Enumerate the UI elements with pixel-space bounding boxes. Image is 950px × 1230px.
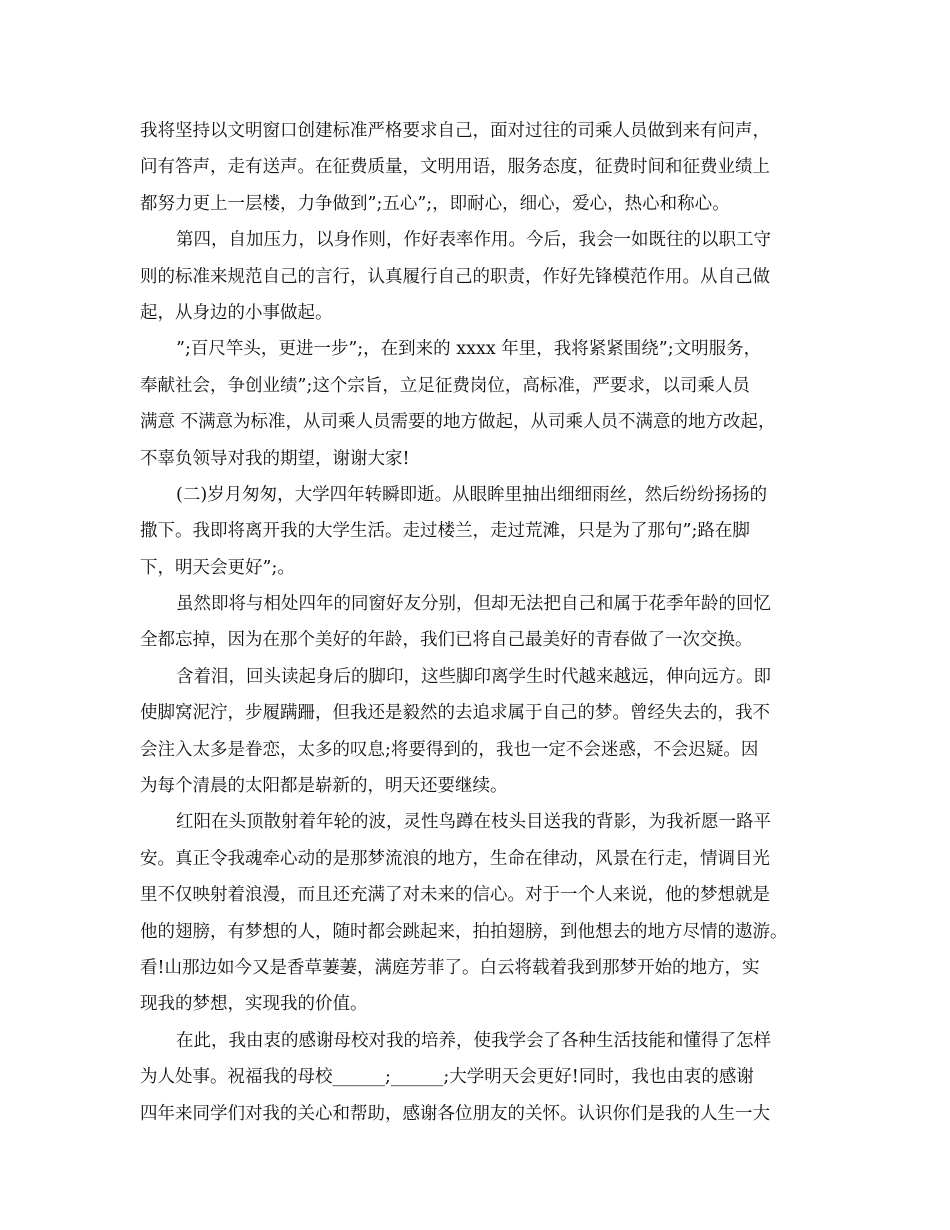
text-line: 下，明天会更好”;。	[140, 557, 295, 578]
paragraph-first-line: 含着泪，回头读起身后的脚印，这些脚印离学生时代越来越远，伸向远方。即	[176, 666, 771, 687]
paragraph-first-line: 第四，自加压力，以身作则，作好表率作用。今后，我会一如既往的以职工守	[176, 230, 771, 251]
text-line: 看!山那边如今又是香草萋萋，满庭芳菲了。白云将载着我到那梦开始的地方，实	[140, 957, 760, 978]
text-line: 满意 不满意为标准，从司乘人员需要的地方做起，从司乘人员不满意的地方改起，	[140, 412, 776, 433]
text-line: 为人处事。祝福我的母校______;______;大学明天会更好!同时，我也由衷的感谢	[140, 1067, 754, 1088]
text-line: 会注入太多是眷恋，太多的叹息;将要得到的，我也一定不会迷惑，不会迟疑。因	[140, 739, 759, 760]
text-line: 我将坚持以文明窗口创建标准严格要求自己，面对过往的司乘人员做到来有问声，	[140, 121, 770, 141]
text-line: 现我的梦想，实现我的价值。	[140, 994, 368, 1015]
text-line: 奉献社会，争创业绩”;这个宗旨，立足征费岗位，高标准，严要求，以司乘人员	[140, 375, 750, 396]
text-line: 为每个清晨的太阳都是崭新的，明天还要继续。	[140, 776, 508, 797]
text-line: 他的翅膀，有梦想的人，随时都会跳起来，拍拍翅膀，到他想去的地方尽情的遨游。	[140, 921, 788, 942]
text-line: 不辜负领导对我的期望，谢谢大家!	[140, 448, 410, 469]
text-line: 里不仅映射着浪漫，而且还充满了对未来的信心。对于一个人来说，他的梦想就是	[140, 885, 770, 906]
text-line: 安。真正令我魂牵心动的是那梦流浪的地方，生命在律动，风景在行走，情调目光	[140, 848, 770, 869]
text-line: 起，从身边的小事做起。	[140, 302, 333, 323]
text-line: 四年来同学们对我的关心和帮助，感谢各位朋友的关怀。认识你们是我的人生一大	[140, 1103, 770, 1124]
text-line: 问有答声，走有送声。在征费质量，文明用语，服务态度，征费时间和征费业绩上	[140, 157, 770, 178]
text-line: 全都忘掉，因为在那个美好的年龄，我们已将自己最美好的青春做了一次交换。	[140, 630, 753, 651]
paragraph-first-line: 虽然即将与相处四年的同窗好友分别，但却无法把自己和属于花季年龄的回忆	[176, 594, 771, 615]
document-body	[140, 113, 820, 1132]
paragraph-first-line: (二)岁月匆匆，大学四年转瞬即逝。从眼眸里抽出细细雨丝，然后纷纷扬扬的	[176, 484, 768, 505]
text-line: 则的标准来规范自己的言行，认真履行自己的职责，作好先锋模范作用。从自己做	[140, 266, 770, 287]
text-line: 使脚窝泥泞，步履蹒跚，但我还是毅然的去追求属于自己的梦。曾经失去的，我不	[140, 703, 770, 724]
text-line: 撒下。我即将离开我的大学生活。走过楼兰，走过荒滩，只是为了那句”;路在脚	[140, 521, 750, 542]
paragraph-first-line: 红阳在头顶散射着年轮的波，灵性鸟蹲在枝头目送我的背影，为我祈愿一路平	[176, 812, 771, 833]
paragraph-first-line: 在此，我由衷的感谢母校对我的培养，使我学会了各种生活技能和懂得了怎样	[176, 1030, 771, 1051]
text-line: 都努力更上一层楼，力争做到”;五心”;，即耐心，细心，爱心，热心和称心。	[140, 193, 730, 214]
paragraph-first-line: ”;百尺竿头，更进一步”;，在到来的 xxxx 年里，我将紧紧围绕”;文明服务，	[176, 339, 762, 360]
